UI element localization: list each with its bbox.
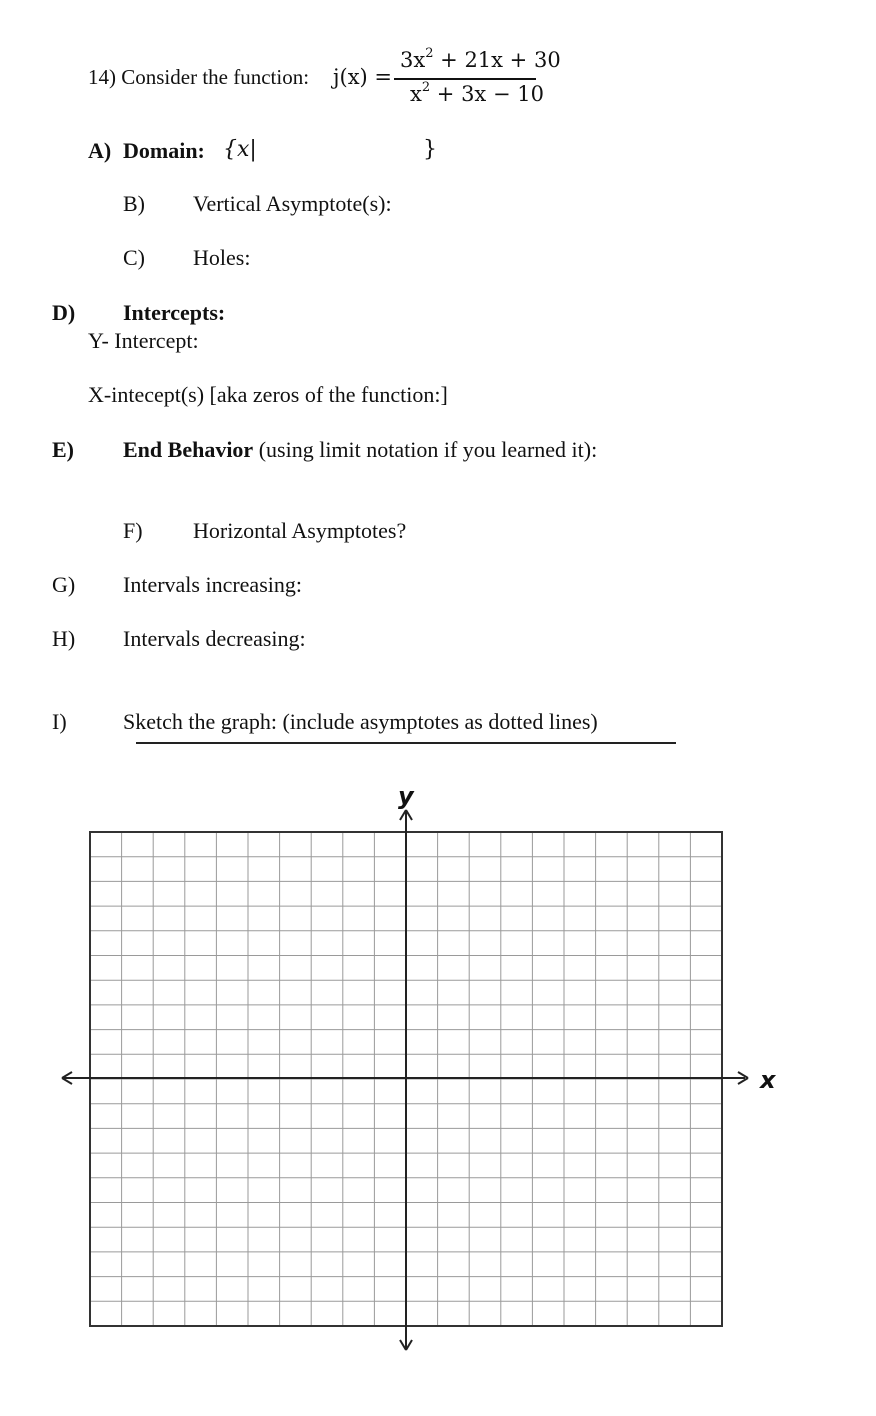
question-g-text: Intervals increasing: — [123, 572, 302, 597]
question-d-text: Intercepts: — [123, 300, 226, 325]
question-e-label: E) — [52, 437, 74, 462]
question-f-label: F) — [123, 518, 143, 543]
end-behavior-note: (using limit notation if you learned it): — [253, 437, 598, 462]
question-i-text: Sketch the graph: (include asymptotes as dotted lines) — [123, 709, 598, 734]
question-f-text: Horizontal Asymptotes? — [193, 518, 407, 543]
y-intercept-label: Y- Intercept: — [88, 328, 199, 353]
x-axis-label: x — [760, 1066, 776, 1094]
x-intercepts-label: X-intecept(s) [aka zeros of the function:] — [88, 382, 448, 407]
y-axis-label: y — [398, 782, 414, 810]
question-a-label: A) — [88, 138, 112, 163]
question-b-label: B) — [123, 191, 145, 216]
question-i-label: I) — [52, 709, 67, 734]
question-c-label: C) — [123, 245, 145, 270]
domain-set-open: {x| — [223, 137, 257, 162]
question-g-label: G) — [52, 572, 76, 597]
question-h-label: H) — [52, 626, 76, 651]
question-d-label: D) — [52, 300, 76, 325]
end-behavior-title: End Behavior — [123, 437, 254, 462]
domain-set-close: } — [423, 137, 437, 162]
fraction-numerator: $3x^2 + 21x + 30$ — [400, 46, 561, 72]
function-lhs: j(x) = — [333, 65, 393, 89]
question-b-text: Vertical Asymptote(s): — [193, 191, 392, 216]
question-h-text: Intervals decreasing: — [123, 626, 306, 651]
fraction-denominator: $x^2 + 3x - 10$ — [410, 80, 544, 106]
question-a-text: Domain: — [123, 138, 205, 163]
problem-prompt: 14) Consider the function: — [88, 65, 310, 89]
question-c-text: Holes: — [193, 245, 251, 270]
